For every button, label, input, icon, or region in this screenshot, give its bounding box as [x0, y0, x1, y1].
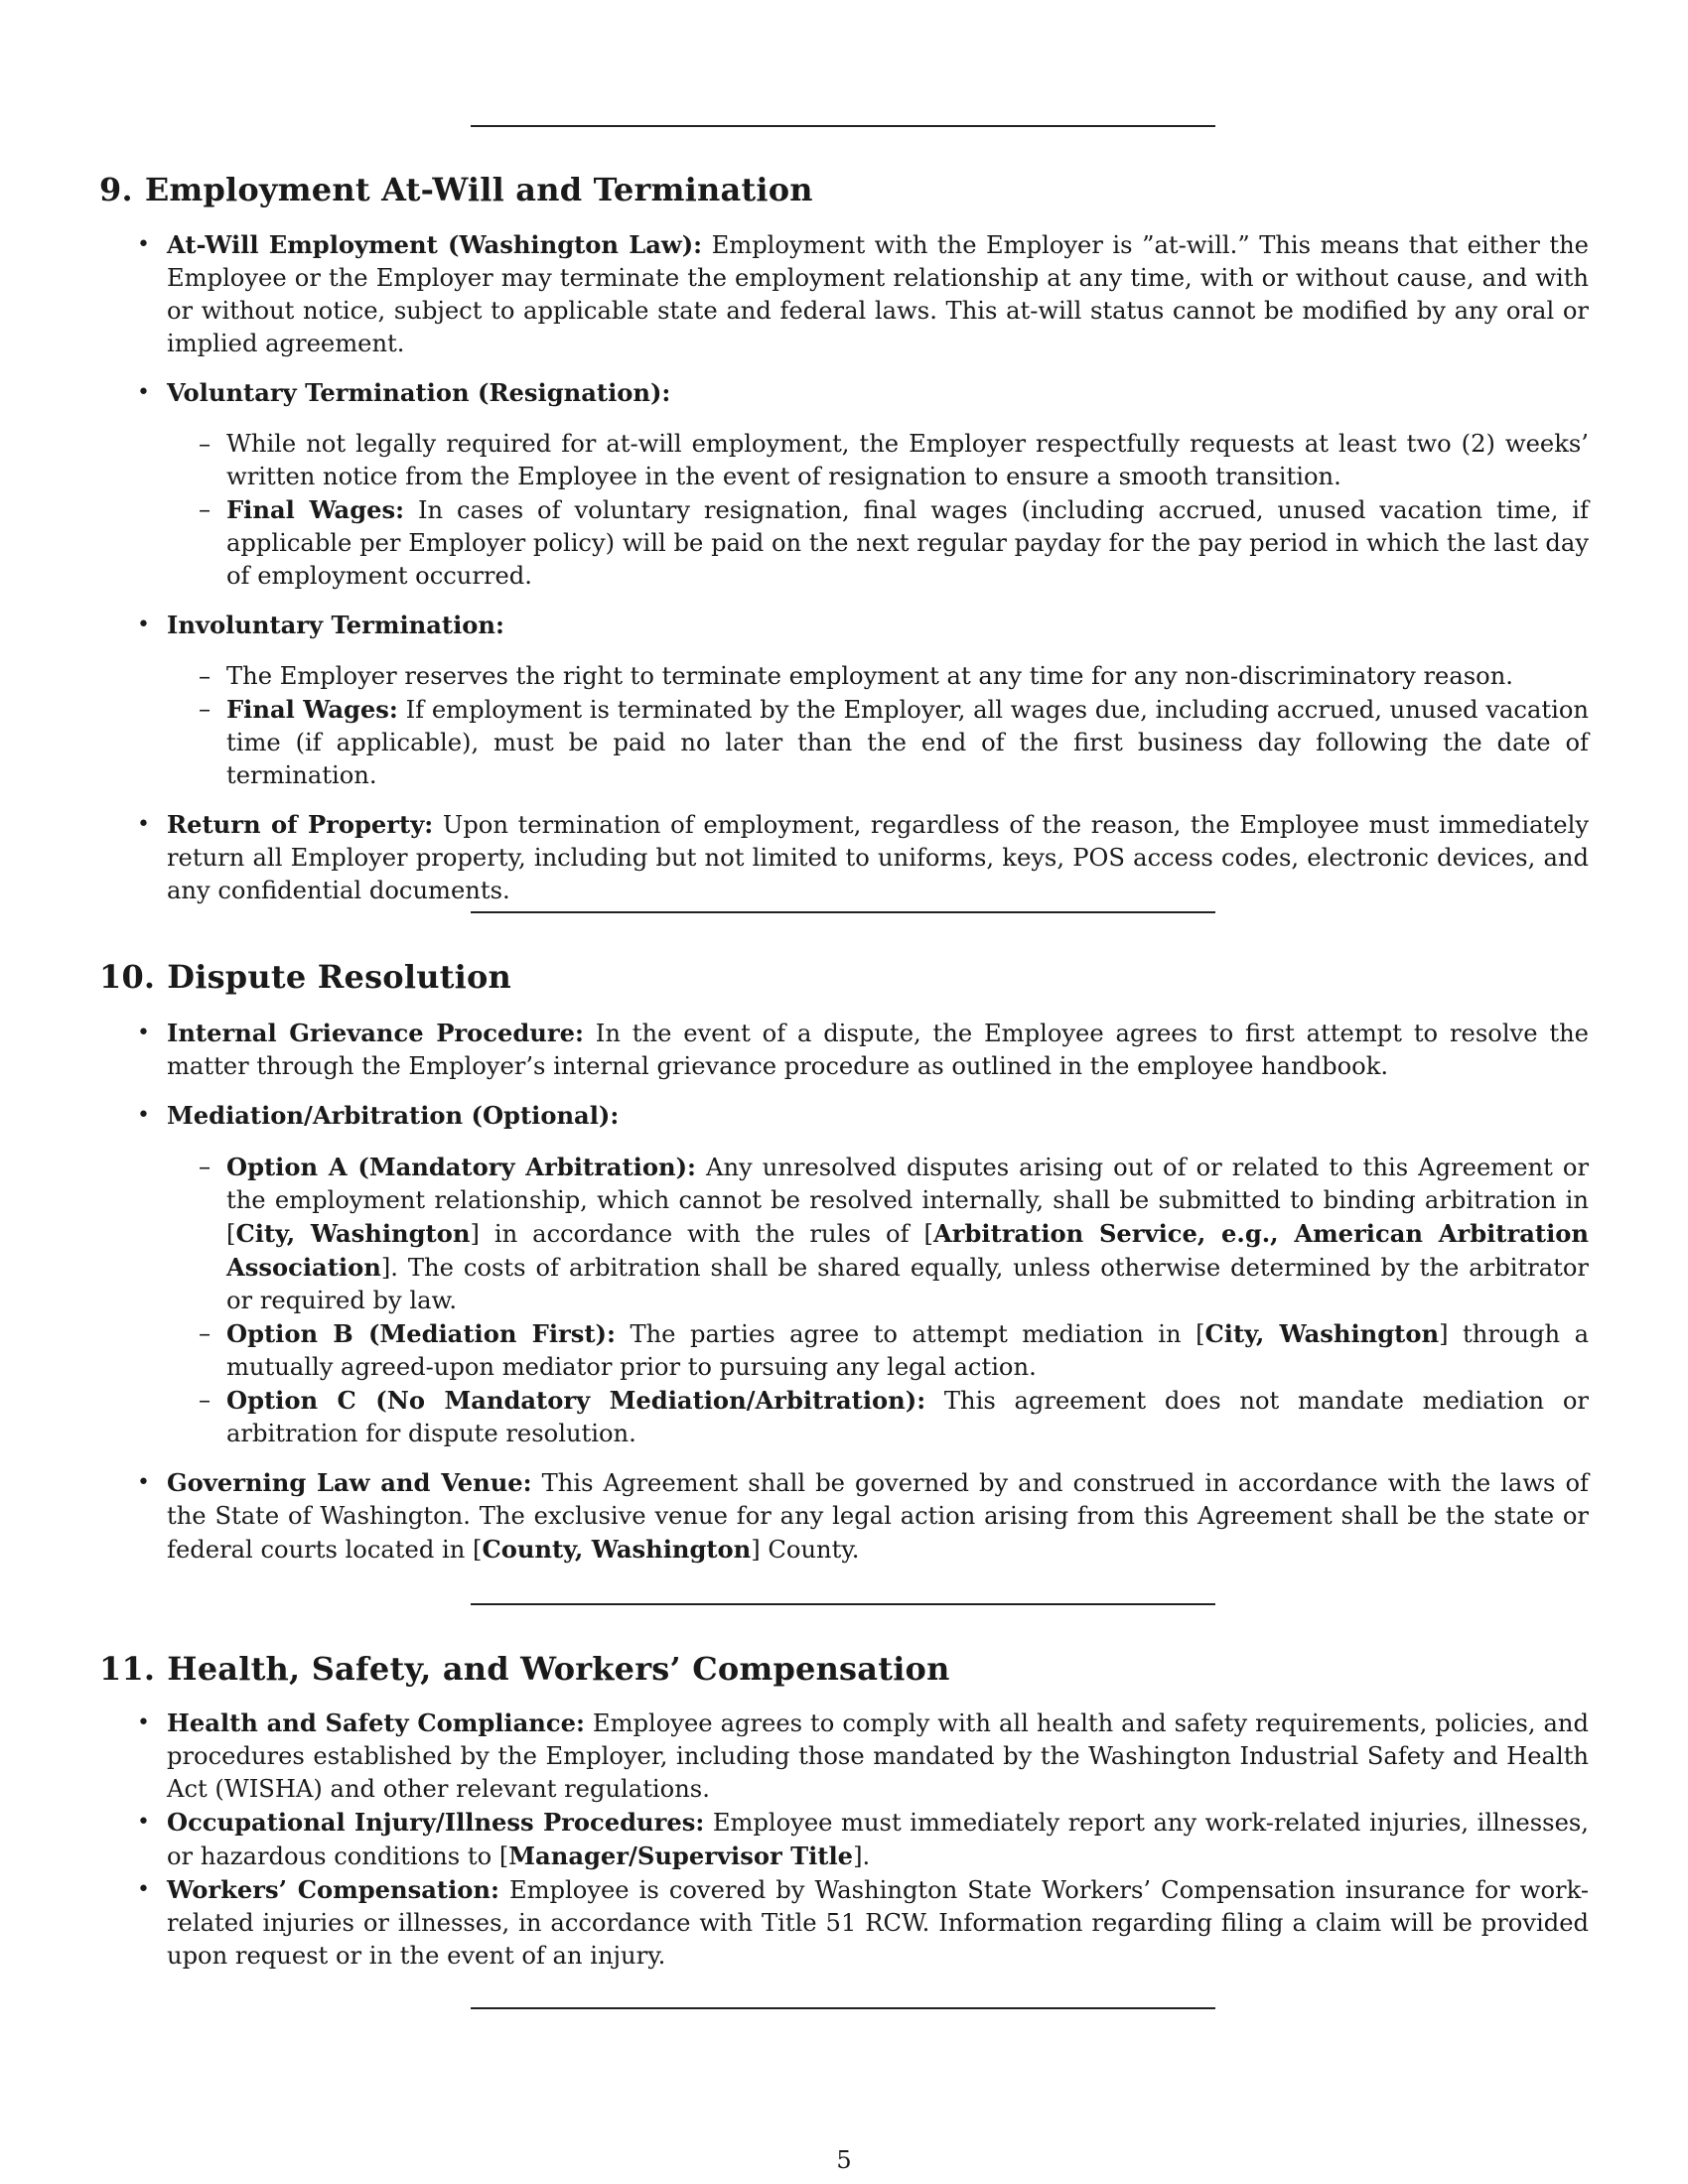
sub-item-text: The Employer reserves the right to terminate employment at any time for any non-discriminatory reason.	[226, 662, 1513, 690]
dash-icon: –	[199, 1386, 211, 1414]
list-item	[99, 228, 1589, 360]
bullet-icon: •	[137, 1810, 150, 1835]
section-title: Employment At-Will and Termination	[144, 171, 813, 208]
sub-list-item	[167, 660, 1589, 693]
dash-icon: –	[199, 430, 211, 458]
item-text: Employment with the Employer is ”at-will.” This means that either the Employee or the Employer may terminate the employment relationship at any time, with or without cause, and with or without notice, subject to applicable state and federal laws. This at-will status cannot be modified by any oral or implied agreement.	[167, 231, 1589, 357]
placeholder-manager-title: Manager/Supervisor Title	[508, 1842, 854, 1870]
item-label: Workers’ Compensation:	[167, 1875, 499, 1904]
bullet-icon: •	[137, 812, 150, 837]
horizontal-rule	[471, 2007, 1215, 2009]
dash-icon: –	[199, 495, 211, 523]
sub-list-item	[167, 428, 1589, 493]
sub-list-item	[167, 1151, 1589, 1317]
sub-item-text: Any unresolved disputes arising out of or related to this Agreement or the employment relationship, which cannot be resolved internally, shall be submitted to binding arbitration in [	[226, 1154, 1590, 1248]
item-label: Internal Grievance Procedure:	[167, 1019, 584, 1047]
sub-list	[167, 428, 1589, 593]
list-item	[99, 376, 1589, 593]
sub-item-text: While not legally required for at-will employment, the Employer respectfully requests at least two (2) weeks’ written notice from the Employee in the event of resignation to ensure a smooth transition.	[226, 430, 1589, 490]
bullet-icon: •	[137, 613, 150, 637]
item-text: ] County.	[751, 1536, 860, 1564]
sub-list-item	[167, 693, 1589, 792]
placeholder-arbitration-service: Arbitration Service, e.g., American Arbitration Association	[226, 1219, 1589, 1282]
list-item	[99, 1806, 1589, 1873]
section-heading	[99, 958, 511, 996]
bullet-icon: •	[137, 1710, 150, 1735]
dash-icon: –	[199, 1319, 211, 1347]
section-number: 10.	[99, 958, 156, 996]
item-text: Employee must immediately report any work-related injuries, illnesses, or hazardous conditions to [	[167, 1809, 1589, 1870]
placeholder-county: County, Washington	[482, 1535, 752, 1564]
bullet-icon: •	[137, 1877, 150, 1902]
horizontal-rule	[471, 1603, 1215, 1605]
list-item	[99, 609, 1589, 792]
item-text: In the event of a dispute, the Employee agrees to first attempt to resolve the matter through the Employer’s internal grievance procedure as outlined in the employee handbook.	[167, 1020, 1589, 1080]
list-item	[99, 1017, 1589, 1083]
bullet-icon: •	[137, 380, 150, 405]
list-item	[99, 1873, 1589, 1973]
section-title: Health, Safety, and Workers’ Compensation	[167, 1650, 950, 1688]
page-number: 5	[836, 2146, 852, 2174]
bullet-icon: •	[137, 1470, 150, 1495]
placeholder-city: City, Washington	[1204, 1319, 1440, 1348]
sub-list	[167, 1151, 1589, 1450]
sub-item-text: ] in accordance with the rules of [	[470, 1220, 933, 1248]
list-item	[99, 1466, 1589, 1567]
sub-list-item	[167, 493, 1589, 593]
item-label: Governing Law and Venue:	[167, 1468, 532, 1497]
section-title: Dispute Resolution	[167, 958, 512, 996]
sub-list-item	[167, 1317, 1589, 1384]
sub-item-text: The parties agree to attempt mediation in [	[615, 1320, 1205, 1348]
dash-icon: –	[199, 662, 211, 690]
sub-list	[167, 660, 1589, 792]
document-page	[99, 0, 1589, 2184]
section-number: 11.	[99, 1650, 156, 1688]
item-text: ].	[853, 1843, 871, 1870]
sub-item-text: ] through a mutually agreed-upon mediator prior to pursuing any legal action.	[226, 1320, 1589, 1381]
item-text: Upon termination of employment, regardless of the reason, the Employee must immediately return all Employer property, including but not limited to uniforms, keys, POS access codes, electronic devices, and any confidential documents.	[167, 811, 1589, 904]
item-text: Employee agrees to comply with all health and safety requirements, policies, and procedures established by the Employer, including those mandated by the Washington Industrial Safety and Health Act (WISHA) and other relevant regulations.	[167, 1709, 1589, 1803]
sub-list-item	[167, 1384, 1589, 1450]
sub-item-label: Final Wages:	[226, 495, 405, 524]
item-text: Employee is covered by Washington State Workers’ Compensation insurance for work-related injuries or illnesses, in accordance with Title 51 RCW. Information regarding filing a claim will be provided upon request or in the event of an injury.	[167, 1876, 1590, 1970]
sub-item-text: This agreement does not mandate mediation or arbitration for dispute resolution.	[226, 1387, 1589, 1447]
section-heading	[99, 1650, 950, 1688]
list-item	[99, 1099, 1589, 1450]
sub-item-label: Option B (Mediation First):	[226, 1319, 616, 1348]
section-list	[99, 1706, 1589, 1973]
sub-item-label: Option C (No Mandatory Mediation/Arbitration):	[226, 1386, 926, 1415]
item-label: Health and Safety Compliance:	[167, 1708, 585, 1737]
item-text: This Agreement shall be governed by and construed in accordance with the laws of the State of Washington. The exclusive venue for any legal action arising from this Agreement shall be the state or federal courts located in [	[167, 1469, 1589, 1564]
sub-item-label: Final Wages:	[226, 695, 398, 724]
section-list	[99, 1017, 1589, 1582]
bullet-icon: •	[137, 1021, 150, 1045]
bullet-icon: •	[137, 1103, 150, 1128]
item-label: Occupational Injury/Illness Procedures:	[167, 1808, 705, 1837]
horizontal-rule	[471, 911, 1215, 913]
list-item	[99, 1706, 1589, 1806]
sub-item-text: In cases of voluntary resignation, final wages (including accrued, unused vacation time, if applicable per Employer policy) will be paid on the next regular payday for the pay period in which the last day of employment occurred.	[226, 496, 1589, 590]
sub-item-text: If employment is terminated by the Employer, all wages due, including accrued, unused vacation time (if applicable), must be paid no later than the end of the first business day following the date of termination.	[226, 696, 1589, 789]
section-heading	[99, 171, 813, 208]
placeholder-city: City, Washington	[235, 1219, 471, 1248]
item-label: Mediation/Arbitration (Optional):	[167, 1101, 620, 1130]
section-list	[99, 228, 1589, 923]
item-label: Involuntary Termination:	[167, 611, 504, 639]
dash-icon: –	[199, 1153, 211, 1180]
section-number: 9.	[99, 171, 133, 208]
sub-item-label: Option A (Mandatory Arbitration):	[226, 1153, 696, 1181]
item-label: Return of Property:	[167, 810, 434, 839]
bullet-icon: •	[137, 232, 150, 257]
sub-item-text: ]. The costs of arbitration shall be shared equally, unless otherwise determined by the arbitrator or required by law.	[226, 1254, 1589, 1314]
dash-icon: –	[199, 695, 211, 723]
item-label: Voluntary Termination (Resignation):	[167, 378, 671, 407]
horizontal-rule	[471, 125, 1215, 127]
list-item	[99, 808, 1589, 907]
item-label: At-Will Employment (Washington Law):	[167, 230, 703, 259]
